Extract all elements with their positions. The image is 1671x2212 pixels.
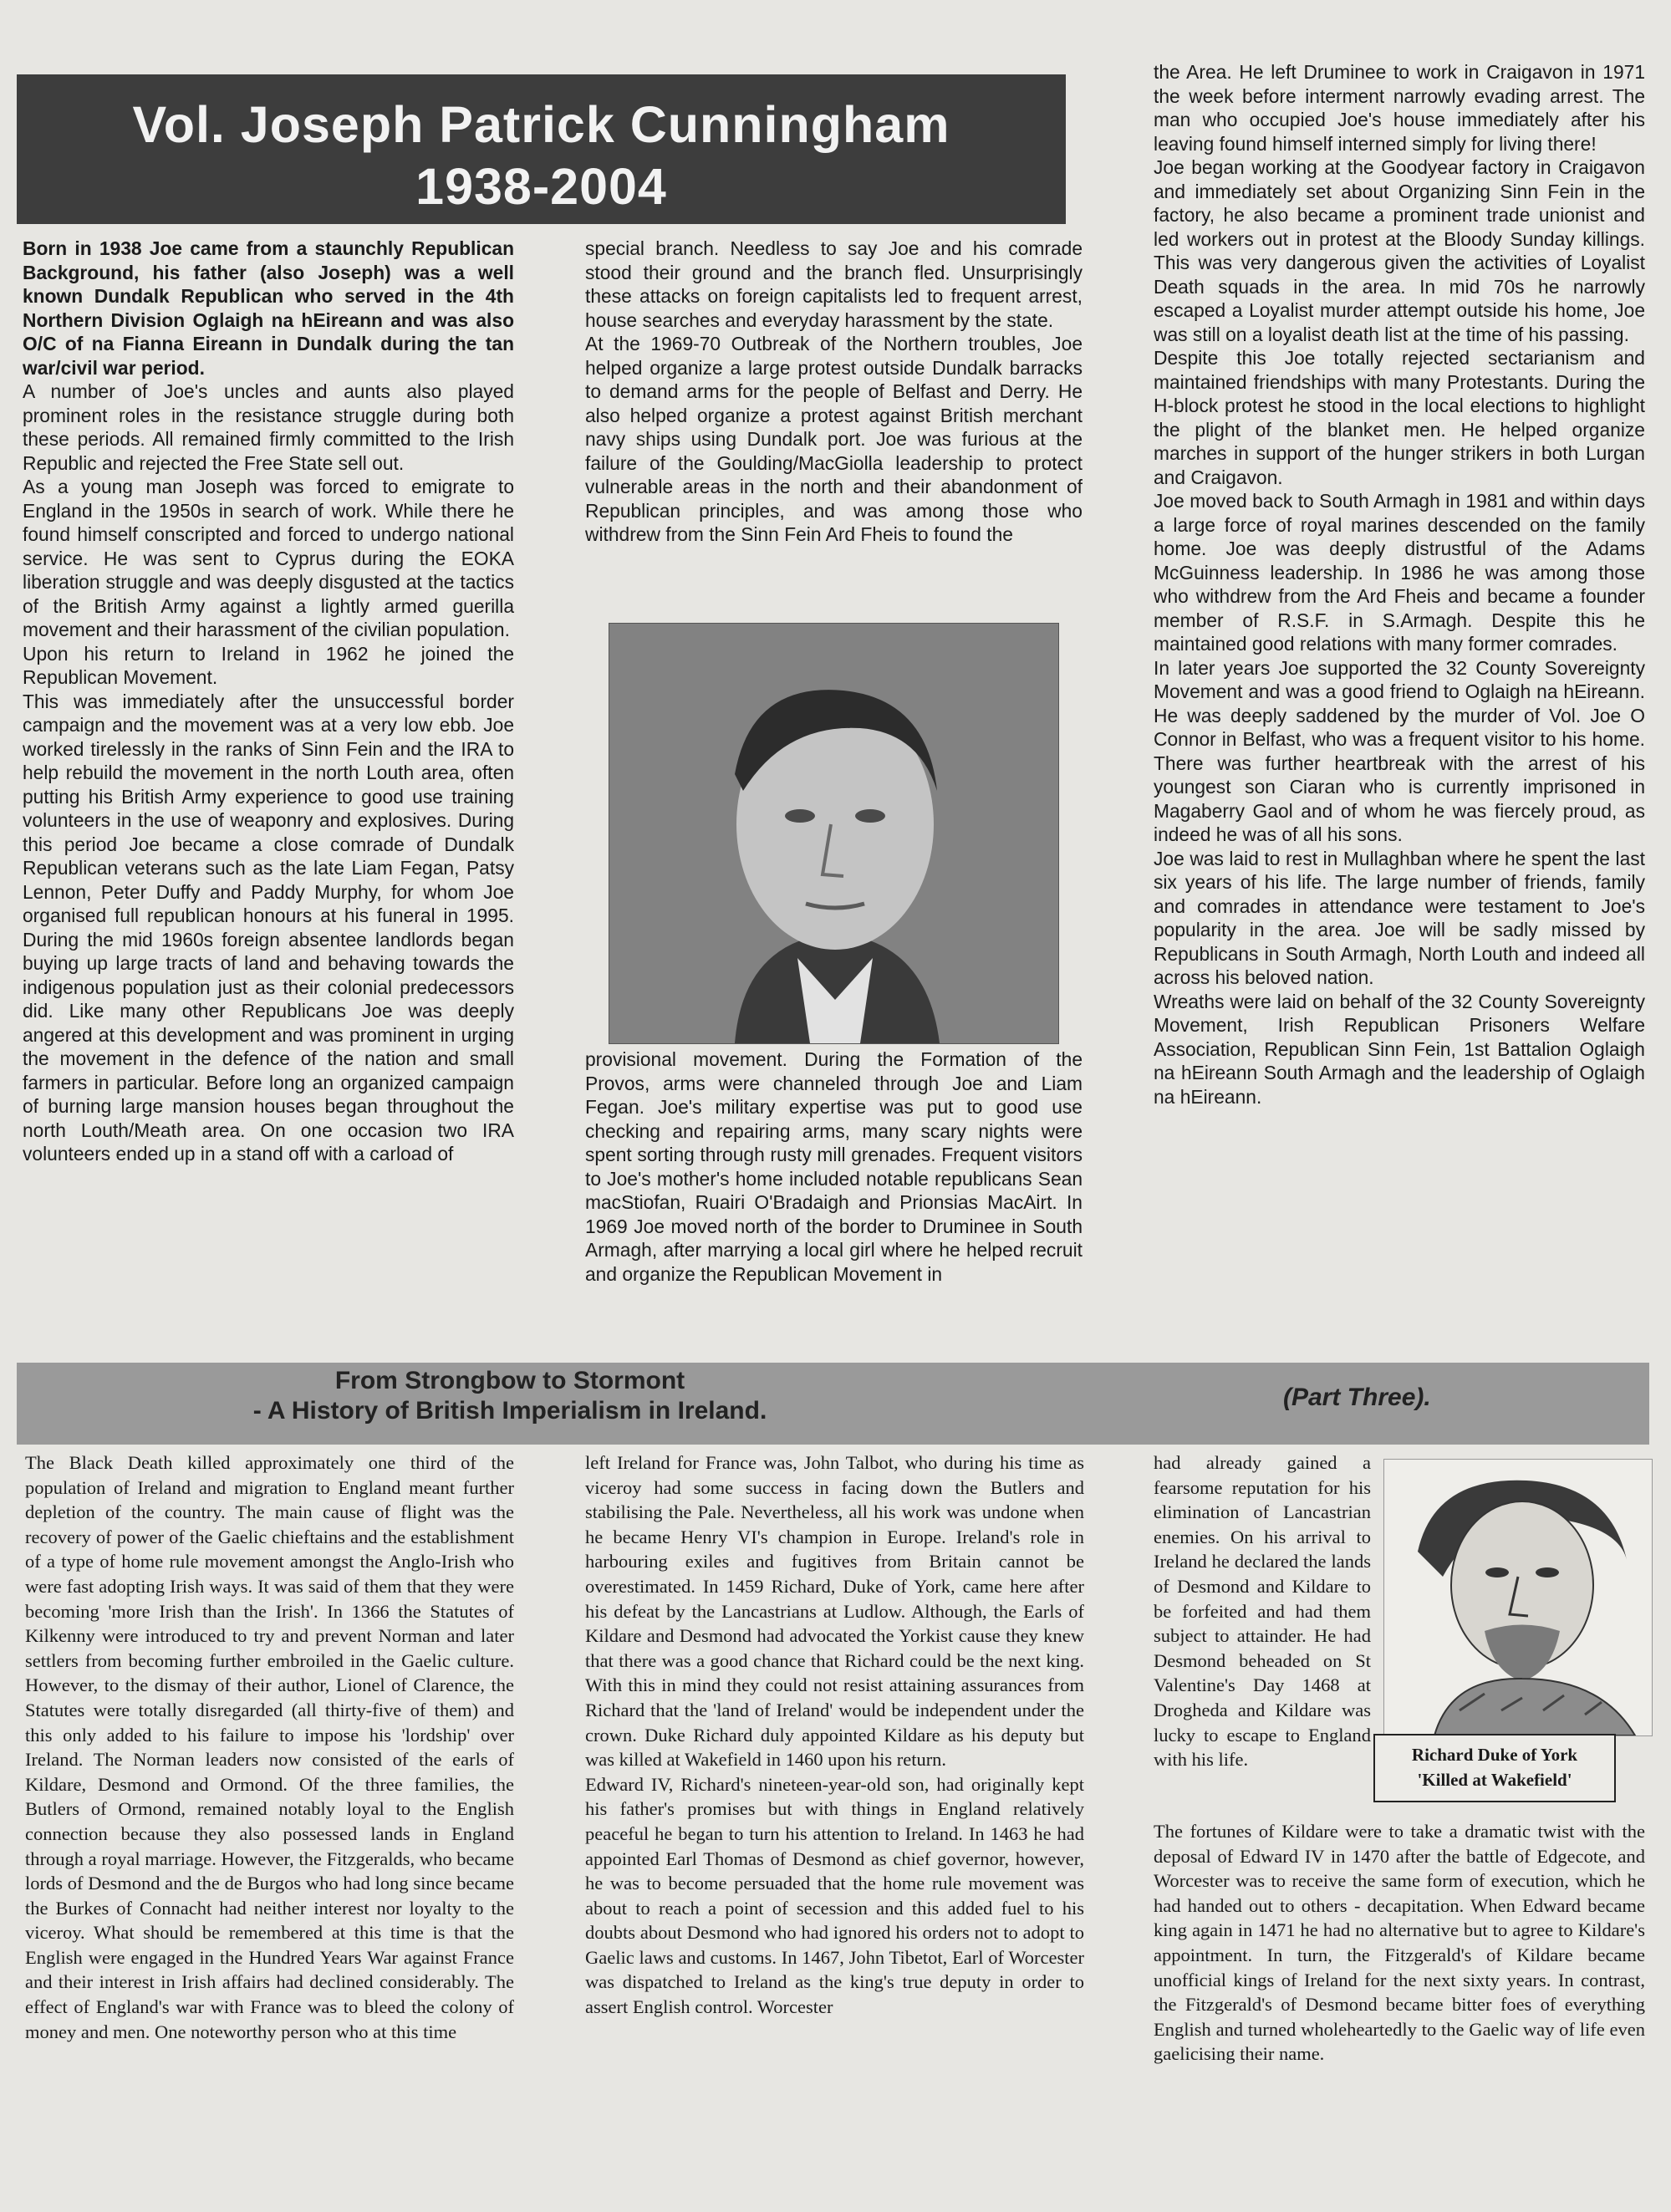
history-paragraph: left Ireland for France was, John Talbot, who during his time as viceroy had some success in facing down the Butlers and stabilising the Pale. Nevertheless, all his work was undone when he became Henry VI's champion in Europe. Ireland's role in harbouring exiles and fugitives from Britain cannot be overestimated. In 1459 Richard, Duke of York, came here after his defeat by the Lancastrians at Ludlow. Although, the Earls of Kildare and Desmond had advocated the Yorkist cause they knew that there was a good chance that Richard could be the next king. With this in mind they could not resist attaining assurances from Richard that the 'land of Ireland' would be independent under the crown. Duke Richard duly appointed Kildare as his deputy but was killed at Wakefield in 1460 upon his return. bbox=[585, 1452, 1084, 1771]
history-column-2 bbox=[585, 1450, 1084, 2020]
history-column-3-top bbox=[1154, 1450, 1371, 1772]
history-paragraph: The Black Death killed approximately one third of the population of Ireland and migration to England meant further depletion of the country. The main cause of flight was the recovery of power of the Gaelic chieftains and the establishment of a type of home rule movement amongst the Anglo-Irish who were fast adopting Irish ways. It was said of them that they were becoming 'more Irish than the Irish'. In 1366 the Statutes of Kilkenny were introduced to try and prevent Norman and later settlers from becoming further embroiled in the Gaelic culture. However, to the dismay of their author, Lionel of Clarence, the Statutes were totally disregarded (all thirty-five of them) and this only added to his failure to impose his 'lordship' over Ireland. The Norman leaders now consisted of the earls of Kildare, Desmond and Ormond. Of the three families, the Butlers of Ormond, remained notably loyal to the English connection because they also possessed lands in England through a royal marriage. However, the Fitzgeralds, who became lords of Desmond and the de Burgos who had long since became the Burkes of Connacht had neither interest nor loyalty to the viceroy. What should be remembered at this time is that the English were engaged in the Hundred Years War against France and their interest in Irish affairs had declined considerably. The effect of England's war with France was to bleed the colony of money and men. One noteworthy person who at this time bbox=[25, 1452, 514, 2042]
obituary-title bbox=[17, 94, 1066, 217]
history-part-label: (Part Three). bbox=[1283, 1384, 1431, 1411]
history-column-3-bottom bbox=[1154, 1819, 1645, 2067]
obituary-paragraph: Upon his return to Ireland in 1962 he joined the Republican Movement. bbox=[23, 642, 514, 688]
history-paragraph: The fortunes of Kildare were to take a dramatic twist with the deposal of Edward IV in 1470 after the battle of Edgecote, and Worcester was to receive the same form of execution, which he had handed out to others - decapitation. When Edward became king again in 1471 he had no alternative but to agree to Kildare's appointment. In turn, the Fitzgerald's of Kildare became unofficial kings of Ireland for the next sixty years. In contrast, the Fitzgerald's of Desmond became bitter foes of everything English and turned wholeheartedly to the Gaelic way of life even gaelicising their name. bbox=[1154, 1821, 1645, 2065]
obituary-column-2-top bbox=[585, 237, 1083, 547]
obituary-paragraph: At the 1969-70 Outbreak of the Northern troubles, Joe helped organize a large protest outside Dundalk barracks to demand arms for the people of Belfast and Derry. He also helped organize a protest against British merchant navy ships using Dundalk port. Joe was furious at the failure of the Goulding/MacGiolla leadership to protect vulnerable areas in the north and their abandonment of Republican principles, and was among those who withdrew from the Sinn Fein Ard Fheis to found the bbox=[585, 333, 1083, 545]
history-banner-title bbox=[17, 1366, 1003, 1426]
obituary-paragraph: A number of Joe's uncles and aunts also played prominent roles in the resistance struggle during both these periods. All remained firmly committed to the Irish Republic and rejected the Free State sell out. bbox=[23, 380, 514, 474]
obituary-paragraph: special branch. Needless to say Joe and his comrade stood their ground and the branch fled. Unsurprisingly these attacks on foreign capitalists led to frequent arrest, house searches and everyday harassment by the state. bbox=[585, 237, 1083, 331]
obituary-paragraph: the Area. He left Druminee to work in Craigavon in 1971 the week before interment narrowly evading arrest. The man who occupied Joe's house immediately after his leaving found himself interned simply for living there! bbox=[1154, 61, 1645, 155]
portrait-caption bbox=[1373, 1734, 1616, 1802]
obituary-intro: Born in 1938 Joe came from a staunchly Republican Background, his father (also Joseph) was a well known Dundalk Republican who served in the 4th Northern Division Oglaigh na hEireann and was also O/C of na Fianna Eireann in Dundalk during the tan war/civil war period. bbox=[23, 237, 514, 379]
obituary-paragraph: Joe moved back to South Armagh in 1981 and within days a large force of royal marines descended on the family home. Joe was deeply distrustful of the Adams McGuinness leadership. In 1986 he was among those who withdrew from the Ard Fheis and became a founder member of R.S.F. in S.Armagh. Despite this he maintained good relations with many former comrades. bbox=[1154, 490, 1645, 655]
obituary-title-dates: 1938-2004 bbox=[415, 158, 667, 215]
obituary-paragraph: provisional movement. During the Formation of the Provos, arms were channeled through Joe and Liam Fegan. Joe's military expertise was put to good use checking and repairing arms, many scary nights were spent sorting through rusty mill grenades. Frequent visitors to Joe's mother's home included notable republicans Sean macStiofan, Ruairi O'Bradaigh and Prionsias MacAirt. In 1969 Joe moved north of the border to Druminee in South Armagh, after marrying a local girl where he helped recruit and organize the Republican Movement in bbox=[585, 1048, 1083, 1285]
portrait-photo-icon bbox=[609, 624, 1058, 1043]
portrait-caption-name: Richard Duke of York bbox=[1411, 1745, 1578, 1765]
history-title-line-1: From Strongbow to Stormont bbox=[334, 1367, 685, 1394]
obituary-column-3 bbox=[1154, 60, 1645, 1109]
obituary-paragraph: Joe began working at the Goodyear factory in Craigavon and immediately set about Organizing Sinn Fein in the factory, he also became a prominent trade unionist and led workers out in protest at the Bloody Sunday killings. This was very dangerous given the activities of Loyalist Death squads in the area. In mid 70s he narrowly escaped a Loyalist murder attempt outside his home, Joe was still on a loyalist death list at the time of his passing. bbox=[1154, 156, 1645, 345]
history-title-line-2: - A History of British Imperialism in Ireland. bbox=[252, 1397, 767, 1425]
richard-duke-of-york-portrait bbox=[1383, 1459, 1653, 1736]
obituary-paragraph: As a young man Joseph was forced to emigrate to England in the 1950s in search of work. While there he found himself conscripted and forced to undergo national service. He was sent to Cyprus during the EOKA liberation struggle and was deeply disgusted at the tactics of the British Army against a lightly armed guerilla movement and their harassment of the civilian population. bbox=[23, 476, 514, 640]
portrait-caption-subtitle: 'Killed at Wakefield' bbox=[1417, 1770, 1572, 1790]
obituary-column-2-bottom bbox=[585, 1047, 1083, 1286]
obituary-column-1 bbox=[23, 237, 514, 1166]
obituary-paragraph: Joe was laid to rest in Mullaghban where he spent the last six years of his life. The large number of friends, family and comrades in attendance were testament to Joe's popularity in the area. Joe will be sadly missed by Republicans in South Armagh, North Louth and indeed all across his beloved nation. bbox=[1154, 847, 1645, 988]
obituary-paragraph: Despite this Joe totally rejected sectarianism and maintained friendships with many Protestants. During the H-block protest he stood in the local elections to highlight the plight of the blanket men. He helped organize marches in support of the hunger strikers in both Lurgan and Craigavon. bbox=[1154, 347, 1645, 488]
history-paragraph: Edward IV, Richard's nineteen-year-old son, had originally kept his father's promises but with things in England relatively peaceful he began to turn his attention to Ireland. In 1463 he had appointed Earl Thomas of Desmond as chief governor, however, he was to become persuaded that the home rule movement was about to reach a point of secession and this added fuel to his doubts about Desmond who had ignored his orders not to adopt to Gaelic laws and customs. In 1467, John Tibetot, Earl of Worcester was dispatched to Ireland as the king's true deputy in order to assert English control. Worcester bbox=[585, 1773, 1084, 2018]
obituary-paragraph: Wreaths were laid on behalf of the 32 County Sovereignty Movement, Irish Republican Prisoners Welfare Association, Republican Sinn Fein, 1st Battalion Oglaigh na hEireann South Armagh and the leadership of Oglaigh na hEireann. bbox=[1154, 990, 1645, 1108]
history-column-1 bbox=[25, 1450, 514, 2044]
obituary-paragraph: This was immediately after the unsuccessful border campaign and the movement was at a very low ebb. Joe worked tirelessly in the ranks of Sinn Fein and the IRA to help rebuild the movement in the north Louth area, often putting his British Army experience to good use training volunteers in the use of weaponry and explosives. During this period Joe became a close comrade of Dundalk Republican veterans such as the late Liam Fegan, Patsy Lennon, Peter Duffy and Paddy Murphy, for whom Joe organised full republican honours at his funeral in 1995. During the mid 1960s foreign absentee landlords began buying up large tracts of land and behaving towards the indigenous population just as their colonial predecessors did. Like many other Republicans Joe was deeply angered at this development and was prominent in urging the movement in the defence of the nation and small farmers in particular. Before long an organized campaign of burning large mansion houses began throughout the north Louth/Meath area. On one occasion two IRA volunteers ended up in a stand off with a carload of bbox=[23, 690, 514, 1165]
engraved-portrait-icon bbox=[1384, 1460, 1652, 1735]
obituary-portrait-photo bbox=[609, 623, 1059, 1044]
obituary-paragraph: In later years Joe supported the 32 County Sovereignty Movement and was a good friend to Oglaigh na hEireann. He was deeply saddened by the murder of Vol. Joe O Connor in Belfast, who was a frequent visitor to his home. There was further heartbreak with the arrest of his youngest son Ciaran who is currently imprisoned in Magaberry Gaol and of whom he was fiercely proud, as indeed he was of all his sons. bbox=[1154, 656, 1645, 845]
obituary-title-name: Vol. Joseph Patrick Cunningham bbox=[132, 96, 950, 153]
history-paragraph: had already gained a fearsome reputation for his elimination of Lancastrian enemies. On his arrival to Ireland he declared the lands of Desmond and Kildare to be forfeited and had them subject to attainder. He had Desmond beheaded on St Valentine's Day 1468 at Drogheda and Kildare was lucky to escape to England with his life. bbox=[1154, 1452, 1371, 1771]
